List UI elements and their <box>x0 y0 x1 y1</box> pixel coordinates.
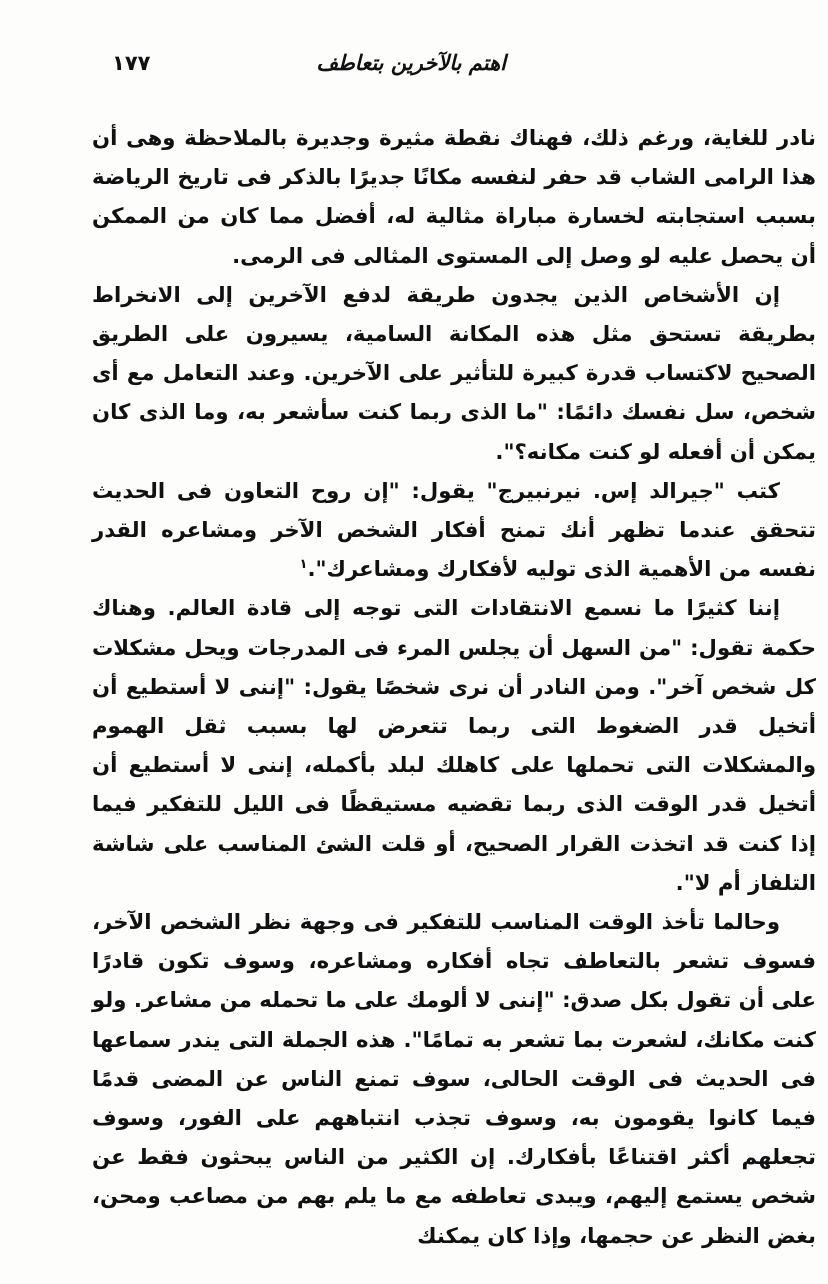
paragraph <box>92 471 816 589</box>
page-number: ١٧٧ <box>112 51 151 75</box>
running-title: اهتم بالآخرين بتعاطف <box>316 51 506 75</box>
paragraph: وحالما تأخذ الوقت المناسب للتفكير فى وجهة نظر الشخص الآخر، فسوف تشعر بالتعاطف تجاه أفكاره ومشاعره، وسوف تكون قادرًا على أن تقول بكل صدق: "إننى لا ألومك على ما تحمله من مشاعر. ولو كنت مكانك، لشعرت بما تشعر به تمامًا". هذه الجملة التى يندر سماعها فى الحديث فى الوقت الحالى، سوف تمنع الناس عن المضى قدمًا فيما كانوا يقومون به، وسوف تجذب انتباههم على الفور، وسوف تجعلهم أكثر اقتناعًا بأفكارك. إن الكثير من الناس يبحثون فقط عن شخص يستمع إليهم، ويبدى تعاطفه مع ما يلم بهم من مصاعب ومحن، بغض النظر عن حجمها، وإذا كان يمكنك <box>92 909 816 1248</box>
footnote-marker: ١ <box>299 557 308 573</box>
body-text <box>92 118 816 1255</box>
paragraph: إن الأشخاص الذين يجدون طريقة لدفع الآخرين إلى الانخراط بطريقة تستحق مثل هذه المكانة السامية، يسيرون على الطريق الصحيح لاكتساب قدرة كبيرة للتأثير على الآخرين. وعند التعامل مع أى شخص، سل نفسك دائمًا: "ما الذى ربما كنت سأشعر به، وما الذى كان يمكن أن أفعله لو كنت مكانه؟". <box>92 281 816 464</box>
page-header <box>112 48 732 82</box>
paragraph-text: كتب "جيرالد إس. نيرنبيرج" يقول: "إن روح التعاون فى الحديث تتحقق عندما تظهر أنك تمنح أفكار الشخص الآخر ومشاعره القدر نفسه من الأهمية الذى توليه لأفكارك ومشاعرك". <box>92 477 816 582</box>
paragraph: إننا كثيرًا ما نسمع الانتقادات التى توجه إلى قادة العالم. وهناك حكمة تقول: "من السهل أن يجلس المرء فى المدرجات ويحل مشكلات كل شخص آخر". ومن النادر أن نرى شخصًا يقول: "إننى لا أستطيع أن أتخيل قدر الضغوط التى ربما تتعرض لها بسبب ثقل الهموم والمشكلات التى تحملها على كاهلك لبلد بأكمله، إننى لا أستطيع أن أتخيل قدر الوقت الذى ربما تقضيه مستيقظًا فى الليل للتفكير فيما إذا كنت قد اتخذت القرار الصحيح، أو قلت الشئ المناسب على شاشة التلفاز أم لا". <box>92 595 816 895</box>
paragraph: نادر للغاية، ورغم ذلك، فهناك نقطة مثيرة وجديرة بالملاحظة وهى أن هذا الرامى الشاب قد حفر لنفسه مكانًا جديرًا بالذكر فى تاريخ الرياضة بسبب استجابته لخسارة مباراة مثالية له، أفضل مما كان من الممكن أن يحصل عليه لو وصل إلى المستوى المثالى فى الرمى. <box>92 125 816 268</box>
